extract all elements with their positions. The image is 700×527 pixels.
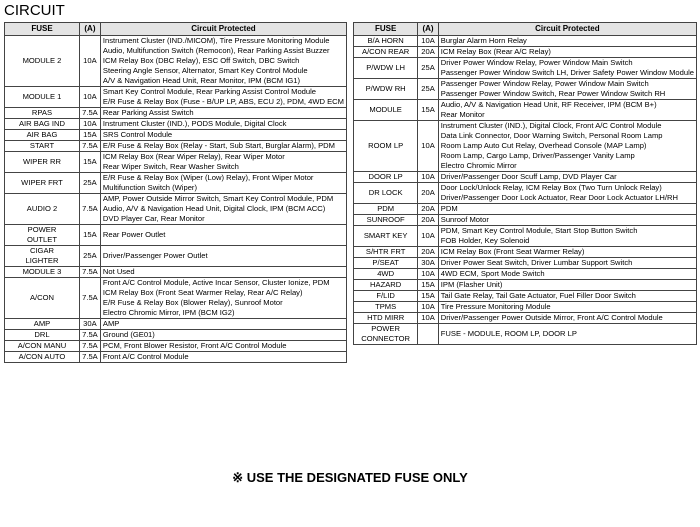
circuit-line: ICM Relay Box (Rear A/C Relay) [440,47,551,56]
table-row [354,247,697,258]
fuse-amp-cell: 15A [418,100,439,121]
table-row [354,121,697,172]
fuse-name-cell: HTD MIRR [354,313,418,324]
circuit-line: Electro Chromic Mirror [440,161,517,170]
fuse-name-cell: A/CON AUTO [5,352,80,363]
fuse-name-cell: MODULE 3 [5,267,80,278]
circuit-line: DVD Player Car, Rear Monitor [102,214,205,223]
circuit-line: FOB Holder, Key Solenoid [440,236,530,245]
circuit-line: Room Lamp, Cargo Lamp, Driver/Passenger Vanity Lamp [440,151,635,160]
fuse-amp-cell: 20A [418,215,439,226]
fuse-name-cell: S/HTR FRT [354,247,418,258]
circuit-line: Driver/Passenger Door Lock Actuator, Rear Door Lock Actuator LH/RH [440,193,678,202]
circuit-line: Audio, A/V & Navigation Head Unit, RF Receiver, IPM (BCM B+) [440,100,657,109]
circuit-protected-cell [438,258,696,269]
circuit-protected-cell [100,141,346,152]
circuit-protected-cell [438,226,696,247]
circuit-protected-cell [100,225,346,246]
fuse-amp-cell: 7.5A [79,278,100,319]
circuit-line: Front A/C Control Module, Active Incar Sensor, Cluster Ionize, PDM [102,278,330,287]
fuse-amp-cell: 20A [418,47,439,58]
fuse-amp-cell: 25A [79,173,100,194]
circuit-protected-cell [438,247,696,258]
fuse-name-cell: MODULE [354,100,418,121]
table-header-row [5,23,347,36]
fuse-amp-cell: 15A [418,291,439,302]
table-row [354,269,697,280]
fuse-amp-cell: 10A [418,36,439,47]
circuit-line: Sunroof Motor [440,215,489,224]
table-row [5,341,347,352]
fuse-name-cell: P/WDW LH [354,58,418,79]
circuit-protected-cell [438,36,696,47]
fuse-amp-cell: 10A [418,302,439,313]
circuit-line: E/R Fuse & Relay Box (Fuse - B/UP LP, ABS, ECU 2), PDM, 4WD ECM [102,97,344,106]
fuse-name-cell: F/LID [354,291,418,302]
table-row [5,330,347,341]
table-row [5,119,347,130]
fuse-amp-cell: 10A [418,313,439,324]
circuit-line: A/V & Navigation Head Unit, Rear Monitor, IPM (BCM IG1) [102,76,300,85]
fuse-name-line: POWER [371,324,400,333]
fuse-name-cell: B/A HORN [354,36,418,47]
table-row [354,47,697,58]
table-header-row [354,23,697,36]
amp-column-header: (A) [418,23,439,36]
circuit-protected-cell [438,280,696,291]
circuit-protected-cell [100,119,346,130]
circuit-protected-cell [438,47,696,58]
circuit-line: PCM, Front Blower Resistor, Front A/C Control Module [102,341,287,350]
circuit-protected-cell [100,36,346,87]
fuse-name-line: LIGHTER [25,256,59,265]
fuse-name-cell: DR LOCK [354,183,418,204]
fuse-amp-cell: 15A [79,130,100,141]
fuse-name-cell: PDM [354,204,418,215]
fuse-name-cell: AIR BAG [5,130,80,141]
fuse-name-cell: RPAS [5,108,80,119]
fuse-amp-cell: 25A [79,246,100,267]
fuse-name-cell: 4WD [354,269,418,280]
table-row [354,226,697,247]
table-row [354,79,697,100]
fuse-name-cell: MODULE 2 [5,36,80,87]
table-row [354,280,697,291]
fuse-name-cell: MODULE 1 [5,87,80,108]
circuit-protected-cell [438,121,696,172]
table-row [354,100,697,121]
table-row [5,246,347,267]
circuit-line: Driver/Passenger Power Outlet [102,251,208,260]
fuse-amp-cell: 20A [418,183,439,204]
circuit-protected-cell [438,215,696,226]
circuit-line: PDM, Smart Key Control Module, Start Stop Button Switch [440,226,638,235]
fuse-amp-cell: 7.5A [79,108,100,119]
fuse-name-cell [5,225,80,246]
fuse-name-cell: DRL [5,330,80,341]
circuit-line: Electro Chromic Mirror, IPM (BCM IG2) [102,308,235,317]
circuit-line: E/R Fuse & Relay Box (Relay - Start, Sub Start, Burglar Alarm), PDM [102,141,335,150]
circuit-line: ICM Relay Box (Rear Wiper Relay), Rear Wiper Motor [102,152,285,161]
circuit-line: PDM [440,204,458,213]
fuse-amp-cell: 7.5A [79,352,100,363]
fuse-amp-cell [418,324,439,345]
table-row [354,313,697,324]
fuse-amp-cell: 10A [79,36,100,87]
designated-fuse-note: ※ USE THE DESIGNATED FUSE ONLY [232,470,468,485]
fuse-amp-cell: 10A [79,119,100,130]
circuit-protected-cell [438,183,696,204]
fuse-name-cell: AMP [5,319,80,330]
fuse-table-right [353,22,697,345]
fuse-amp-cell: 7.5A [79,194,100,225]
fuse-amp-cell: 7.5A [79,141,100,152]
table-row [354,58,697,79]
circuit-line: Rear Monitor [440,110,485,119]
fuse-amp-cell: 10A [418,172,439,183]
fuse-amp-cell: 20A [418,204,439,215]
circuit-line: Instrument Cluster (IND./MICOM), Tire Pressure Monitoring Module [102,36,330,45]
circuit-line: Room Lamp Auto Cut Relay, Overhead Console (MAP Lamp) [440,141,647,150]
fuse-table-body [5,36,347,363]
circuit-protected-cell [438,324,696,345]
circuit-line: Smart Key Control Module, Rear Parking Assist Control Module [102,87,317,96]
circuit-protected-cell [100,278,346,319]
fuse-column-header: FUSE [5,23,80,36]
fuse-table-left [4,22,347,363]
circuit-protected-cell [438,204,696,215]
fuse-name-line: OUTLET [27,235,57,244]
fuse-name-cell: A/CON MANU [5,341,80,352]
circuit-line: Door Lock/Unlock Relay, ICM Relay Box (Two Turn Unlock Relay) [440,183,662,192]
circuit-line: ICM Relay Box (Front Seat Warmer Relay) [440,247,585,256]
fuse-table-body [354,36,697,345]
circuit-protected-cell [100,246,346,267]
circuit-line: Steering Angle Sensor, Alternator, Smart Key Control Module [102,66,308,75]
circuit-protected-cell [100,341,346,352]
table-row [354,172,697,183]
circuit-line: Passenger Power Window Switch LH, Driver Safety Power Window Module [440,68,694,77]
circuit-line: AMP, Power Outside Mirror Switch, Smart Key Control Module, PDM [102,194,334,203]
fuse-name-cell: AIR BAG IND [5,119,80,130]
circuit-line: E/R Fuse & Relay Box (Wiper (Low) Relay), Front Wiper Motor [102,173,314,182]
table-row [5,173,347,194]
circuit-protected-cell [100,108,346,119]
fuse-name-line: CIGAR [29,246,55,255]
table-row [5,141,347,152]
circuit-line: Tail Gate Relay, Tail Gate Actuator, Fuel Filler Door Switch [440,291,636,300]
fuse-amp-cell: 10A [418,121,439,172]
circuit-protected-cell [438,269,696,280]
circuit-line: FUSE - MODULE, ROOM LP, DOOR LP [440,329,577,338]
fuse-name-cell: P/SEAT [354,258,418,269]
table-row [354,204,697,215]
fuse-name-cell: WIPER RR [5,152,80,173]
fuse-amp-cell: 15A [79,152,100,173]
fuse-name-cell [5,246,80,267]
table-row [354,183,697,204]
fuse-amp-cell: 10A [418,269,439,280]
circuit-line: Rear Wiper Switch, Rear Washer Switch [102,162,239,171]
fuse-name-cell: START [5,141,80,152]
circuit-protected-cell [438,58,696,79]
circuit-line: ICM Relay Box (DBC Relay), ESC Off Switch, DBC Switch [102,56,300,65]
circuit-line: E/R Fuse & Relay Box (Blower Relay), Sunroof Motor [102,298,283,307]
page-title: CIRCUIT [4,2,65,19]
table-row [5,319,347,330]
circuit-line: Multifunction Switch (Wiper) [102,183,197,192]
fuse-name-cell: AUDIO 2 [5,194,80,225]
circuit-column-header: Circuit Protected [438,23,696,36]
circuit-line: AMP [102,319,120,328]
circuit-line: ICM Relay Box (Front Seat Warmer Relay, Rear A/C Relay) [102,288,303,297]
fuse-name-cell [354,324,418,345]
circuit-line: Instrument Cluster (IND.), Digital Clock, Front A/C Control Module [440,121,662,130]
table-row [354,215,697,226]
fuse-name-cell: SUNROOF [354,215,418,226]
table-row [5,194,347,225]
circuit-line: Passenger Power Window Relay, Power Window Main Switch [440,79,649,88]
fuse-name-cell: A/CON REAR [354,47,418,58]
fuse-amp-cell: 15A [418,280,439,291]
fuse-amp-cell: 15A [79,225,100,246]
circuit-protected-cell [438,79,696,100]
table-row [354,36,697,47]
fuse-amp-cell: 30A [79,319,100,330]
table-row [5,225,347,246]
fuse-name-cell: DOOR LP [354,172,418,183]
table-row [354,302,697,313]
amp-column-header: (A) [79,23,100,36]
fuse-name-cell: ROOM LP [354,121,418,172]
fuse-name-line: CONNECTOR [361,334,411,343]
circuit-line: 4WD ECM, Sport Mode Switch [440,269,545,278]
fuse-name-cell: TPMS [354,302,418,313]
circuit-line: Audio, A/V & Navigation Head Unit, Digital Clock, IPM (BCM ACC) [102,204,326,213]
fuse-name-cell: SMART KEY [354,226,418,247]
fuse-amp-cell: 30A [418,258,439,269]
circuit-line: Driver/Passenger Door Scuff Lamp, DVD Player Car [440,172,617,181]
circuit-protected-cell [438,100,696,121]
fuse-amp-cell: 7.5A [79,341,100,352]
circuit-protected-cell [100,267,346,278]
circuit-protected-cell [438,291,696,302]
circuit-line: Audio, Multifunction Switch (Remocon), Rear Parking Assist Buzzer [102,46,330,55]
circuit-column-header: Circuit Protected [100,23,346,36]
circuit-protected-cell [438,172,696,183]
fuse-name-line: POWER [27,225,57,234]
circuit-protected-cell [100,194,346,225]
circuit-protected-cell [100,319,346,330]
circuit-line: Not Used [102,267,135,276]
table-row [5,108,347,119]
fuse-amp-cell: 25A [418,58,439,79]
table-row [5,87,347,108]
table-row [5,36,347,87]
table-row [354,324,697,345]
fuse-amp-cell: 10A [79,87,100,108]
circuit-line: SRS Control Module [102,130,173,139]
fuse-column-header: FUSE [354,23,418,36]
circuit-line: Instrument Cluster (IND.), PODS Module, Digital Clock [102,119,287,128]
circuit-protected-cell [100,352,346,363]
circuit-line: IPM (Flasher Unit) [440,280,503,289]
circuit-protected-cell [438,313,696,324]
fuse-amp-cell: 25A [418,79,439,100]
fuse-amp-cell: 10A [418,226,439,247]
fuse-amp-cell: 7.5A [79,330,100,341]
table-row [354,291,697,302]
fuse-name-cell: WIPER FRT [5,173,80,194]
table-row [354,258,697,269]
fuse-name-cell: P/WDW RH [354,79,418,100]
circuit-line: Data Link Connector, Door Warning Switch, Personal Room Lamp [440,131,663,140]
table-row [5,278,347,319]
circuit-line: Tire Pressure Monitoring Module [440,302,551,311]
circuit-protected-cell [100,87,346,108]
table-row [5,152,347,173]
circuit-line: Passenger Power Window Switch, Rear Power Window Switch RH [440,89,666,98]
table-row [5,352,347,363]
circuit-line: Driver/Passenger Power Outside Mirror, Front A/C Control Module [440,313,663,322]
circuit-line: Burglar Alarm Horn Relay [440,36,527,45]
fuse-name-cell: A/CON [5,278,80,319]
circuit-line: Ground (GE01) [102,330,155,339]
circuit-line: Front A/C Control Module [102,352,189,361]
circuit-protected-cell [100,330,346,341]
table-row [5,130,347,141]
fuse-amp-cell: 7.5A [79,267,100,278]
circuit-protected-cell [100,173,346,194]
table-row [5,267,347,278]
circuit-line: Rear Parking Assist Switch [102,108,194,117]
fuse-name-cell: HAZARD [354,280,418,291]
circuit-line: Driver Power Seat Switch, Driver Lumbar Support Switch [440,258,633,267]
circuit-protected-cell [100,152,346,173]
circuit-line: Driver Power Window Relay, Power Window Main Switch [440,58,633,67]
fuse-amp-cell: 20A [418,247,439,258]
circuit-protected-cell [438,302,696,313]
circuit-protected-cell [100,130,346,141]
circuit-line: Rear Power Outlet [102,230,166,239]
